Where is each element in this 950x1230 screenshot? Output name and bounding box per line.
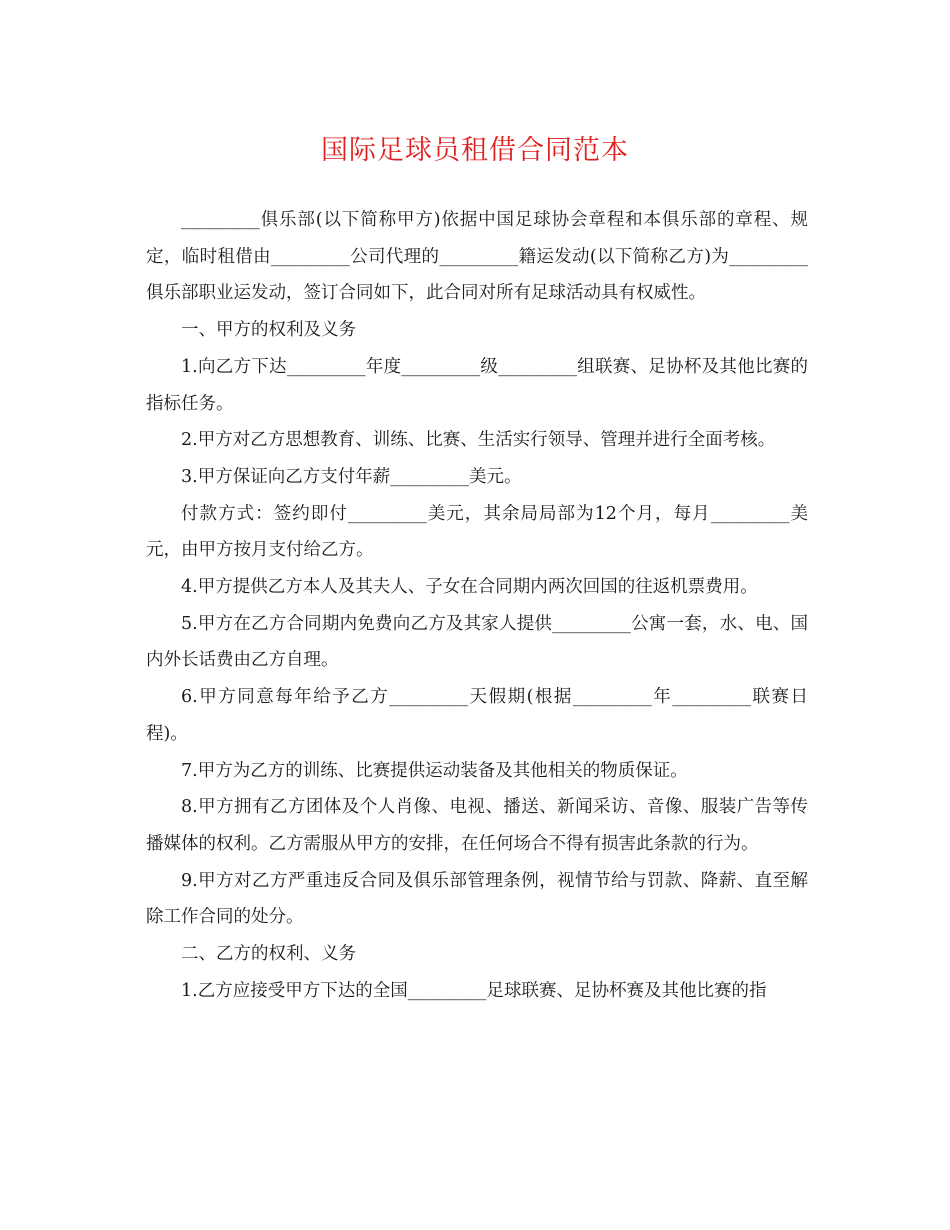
clause-a-6: 6.甲方同意每年给予乙方_________天假期(根据_________年_________联赛日程)。 [146,687,808,744]
paragraph-intro: _________俱乐部(以下简称甲方)依据中国足球协会章程和本俱乐部的章程、规定，临时租借由_________公司代理的_________籍运发动(以下简称乙方)为_________俱乐部职业运发动，签订合同如下，此合同对所有足球活动具有权威性。 [146,210,808,304]
clause-a-2: 2.甲方对乙方思想教育、训练、比赛、生活实行领导、管理并进行全面考核。 [181,430,776,451]
clause-b-1: 1.乙方应接受甲方下达的全国_________足球联赛、足协杯赛及其他比赛的指 [181,980,767,1001]
clause-a-9: 9.甲方对乙方严重违反合同及俱乐部管理条例，视情节给与罚款、降薪、直至解除工作合同的处分。 [146,870,808,928]
clause-a-3: 3.甲方保证向乙方支付年薪_________美元。 [181,466,522,487]
document-body [146,202,808,1009]
clause-a-7: 7.甲方为乙方的训练、比赛提供运动装备及其他相关的物质保证。 [181,760,688,781]
clause-a-4: 4.甲方提供乙方本人及其夫人、子女在合同期内两次回国的往返机票费用。 [181,577,758,598]
section-heading-party-a: 一、甲方的权利及义务 [181,320,356,341]
clause-a-8: 8.甲方拥有乙方团体及个人肖像、电视、播送、新闻采访、音像、服装广告等传播媒体的权利。乙方需服从甲方的安排，在任何场合不得有损害此条款的行为。 [146,797,808,854]
document-title: 国际足球员租借合同范本 [321,135,629,166]
section-heading-party-b: 二、乙方的权利、义务 [181,944,356,965]
payment-method: 付款方式：签约即付_________美元，其余局局部为12个月，每月_________美元，由甲方按月支付给乙方。 [146,503,808,561]
clause-a-1: 1.向乙方下达_________年度_________级_________组联赛、足协杯及其他比赛的指标任务。 [146,356,808,414]
clause-a-5: 5.甲方在乙方合同期内免费向乙方及其家人提供_________公寓一套，水、电、国内外长话费由乙方自理。 [146,613,808,671]
